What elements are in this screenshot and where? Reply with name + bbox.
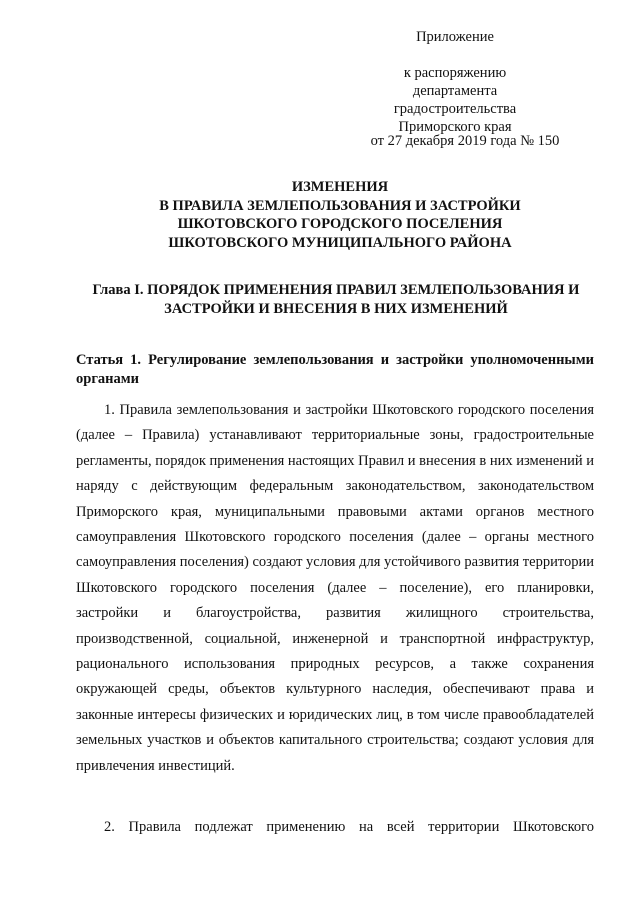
- department-name: департамента градостроительства: [393, 83, 517, 117]
- title-line-4: ШКОТОВСКОГО МУНИЦИПАЛЬНОГО РАЙОНА: [168, 234, 512, 251]
- title-line-3: ШКОТОВСКОГО ГОРОДСКОГО ПОСЕЛЕНИЯ: [177, 216, 503, 232]
- order-reference: к распоряжению: [403, 65, 507, 81]
- appendix-block: [360, 28, 550, 136]
- title-line-2: В ПРАВИЛА ЗЕМЛЕПОЛЬЗОВАНИЯ И ЗАСТРОЙКИ: [159, 197, 521, 214]
- title-line-1: ИЗМЕНЕНИЯ: [291, 179, 389, 195]
- article-heading: Статья 1. Регулирование землепользования и застройки уполномоченными органами: [76, 352, 594, 387]
- chapter-heading: Глава I. ПОРЯДОК ПРИМЕНЕНИЯ ПРАВИЛ ЗЕМЛЕПОЛЬЗОВАНИЯ И ЗАСТРОЙКИ И ВНЕСЕНИЯ В НИХ ИЗМЕНЕНИЙ: [92, 282, 580, 317]
- document-title: [90, 178, 590, 252]
- paragraph-1: 1. Правила землепользования и застройки Шкотовского городского поселения (далее – Правила) устанавливают территориальные зоны, градостроительные регламенты, порядок применения настоящих Правил и внесения в них изменений и наряду с действующим федеральным законодательством, законодательством Приморского края, муниципальными правовыми актами органов местного самоуправления Шкотовского городского поселения (далее – органы местного самоуправления поселения) создают условия для устойчивого развития территории Шкотовского городского поселения (далее – поселение), его планировки, застройки и благоустройства, развития жилищного строительства, производственной, социальной, инженерной и транспортной инфраструктур, рационального использования природных ресурсов, а также сохранения окружающей среды, объектов культурного наследия, обеспечивают права и законные интересы физических и юридических лиц, в том числе правообладателей земельных участков и объектов капитального строительства; создают условия для привлечения инвестиций.: [76, 402, 594, 774]
- region-name: Приморского края: [398, 119, 512, 135]
- order-date-number: от 27 декабря 2019 года № 150: [370, 133, 560, 149]
- paragraph-2: 2. Правила подлежат применению на всей территории Шкотовского: [104, 819, 594, 835]
- appendix-label: Приложение: [416, 29, 494, 45]
